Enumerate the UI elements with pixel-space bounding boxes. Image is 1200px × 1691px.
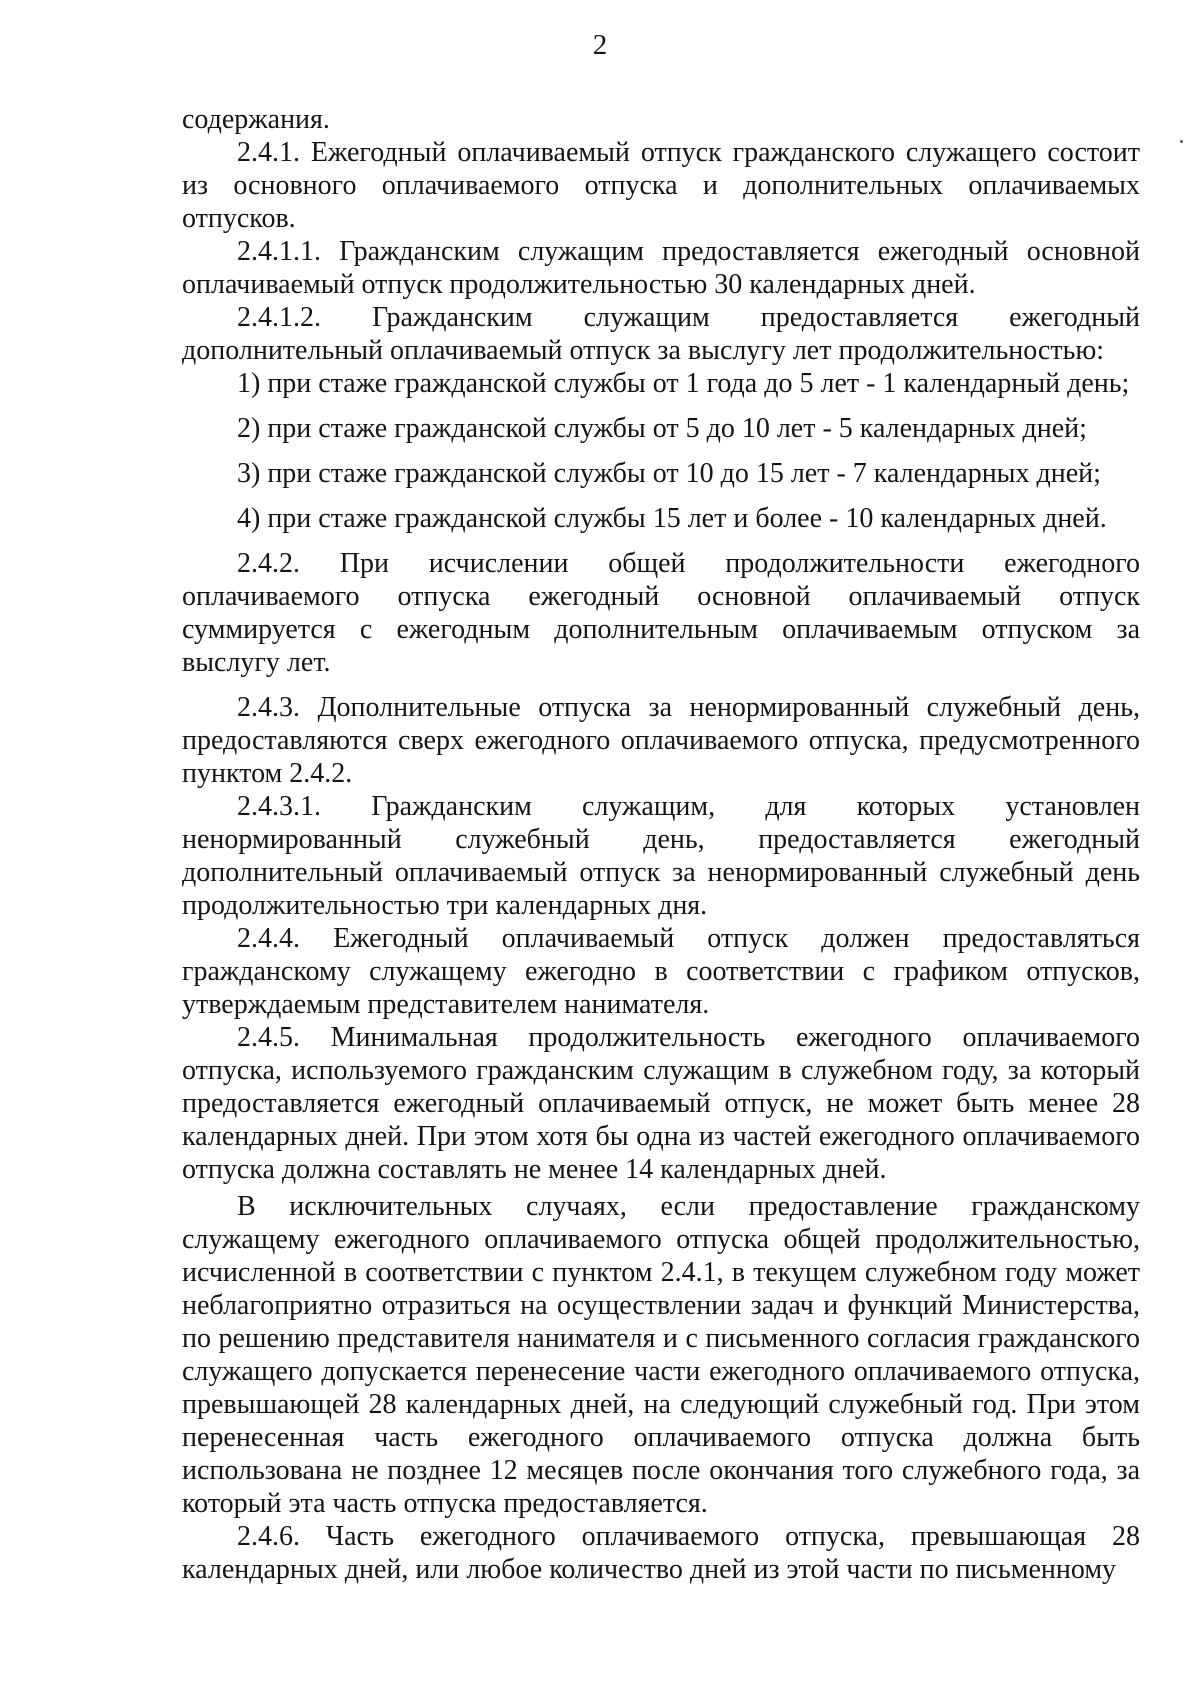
paragraph-2-4-3: 2.4.3. Дополнительные отпуска за ненормированный служебный день, предоставляются сверх ежегодного оплачиваемого отпуска, предусмотренного пунктом 2.4.2.	[182, 692, 1140, 789]
paragraph-exceptional-cases: В исключительных случаях, если предоставление гражданскому служащему ежегодного оплачиваемого отпуска общей продолжительностью, исчисленной в соответствии с пунктом 2.4.1, в текущем служебном году может неблагоприятно отразиться на осуществлении задач и функций Министерства, по решению представителя нанимателя и с письменного согласия гражданского служащего допускается перенесение части ежегодного оплачиваемого отпуска, превышающей 28 календарных дней, на следующий служебный год. При этом перенесенная часть ежегодного оплачиваемого отпуска должна быть использована не позднее 12 месяцев после окончания того служебного года, за который эта часть отпуска предоставляется.	[182, 1191, 1140, 1519]
list-item-4: 4) при стаже гражданской службы 15 лет и более - 10 календарных дней.	[237, 503, 1107, 534]
scan-dot-mark	[1180, 140, 1183, 143]
paragraph-2-4-1-2: 2.4.1.2. Гражданским служащим предоставляется ежегодный дополнительный оплачиваемый отпуск за выслугу лет продолжительностью:	[182, 302, 1140, 366]
paragraph-2-4-5: 2.4.5. Минимальная продолжительность ежегодного оплачиваемого отпуска, используемого гражданским служащим в служебном году, за который предоставляется ежегодный оплачиваемый отпуск, не может быть менее 28 календарных дней. При этом хотя бы одна из частей ежегодного оплачиваемого отпуска должна составлять не менее 14 календарных дней.	[182, 1022, 1140, 1185]
paragraph-2-4-1: 2.4.1. Ежегодный оплачиваемый отпуск гражданского служащего состоит из основного оплачиваемого отпуска и дополнительных оплачиваемых отпусков.	[182, 137, 1140, 234]
paragraph-2-4-1-1: 2.4.1.1. Гражданским служащим предоставляется ежегодный основной оплачиваемый отпуск продолжительностью 30 календарных дней.	[182, 236, 1140, 300]
page-number: 2	[592, 29, 608, 61]
paragraph-2-4-4: 2.4.4. Ежегодный оплачиваемый отпуск должен предоставляться гражданскому служащему ежегодно в соответствии с графиком отпусков, утверждаемым представителем нанимателя.	[182, 923, 1140, 1020]
paragraph-2-4-2: 2.4.2. При исчислении общей продолжительности ежегодного оплачиваемого отпуска ежегодный основной оплачиваемый отпуск суммируется с ежегодным дополнительным оплачиваемым отпуском за выслугу лет.	[182, 548, 1140, 678]
document-body	[182, 103, 1140, 1586]
paragraph-continuation: содержания.	[182, 104, 330, 135]
list-item-1: 1) при стаже гражданской службы от 1 года до 5 лет - 1 календарный день;	[237, 368, 1130, 399]
list-item-3: 3) при стаже гражданской службы от 10 до 15 лет - 7 календарных дней;	[237, 458, 1101, 489]
list-item-2: 2) при стаже гражданской службы от 5 до 10 лет - 5 календарных дней;	[237, 413, 1087, 444]
paragraph-2-4-6: 2.4.6. Часть ежегодного оплачиваемого отпуска, превышающая 28 календарных дней, или любое количество дней из этой части по письменному	[182, 1521, 1140, 1585]
paragraph-2-4-3-1: 2.4.3.1. Гражданским служащим, для которых установлен ненормированный служебный день, предоставляется ежегодный дополнительный оплачиваемый отпуск за ненормированный служебный день продолжительностью три календарных дня.	[182, 791, 1140, 921]
